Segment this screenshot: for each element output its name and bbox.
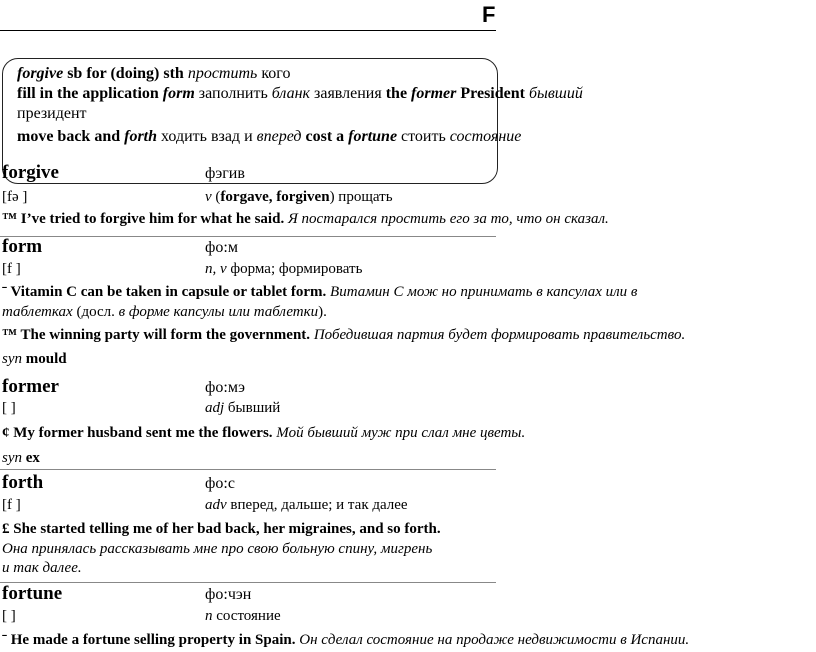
- text-run: простить: [187, 65, 258, 82]
- entry-headword: forgive: [2, 162, 59, 183]
- text-run: ) прощать: [329, 189, 393, 205]
- text-run: состояние: [212, 608, 281, 624]
- entry-example: [2, 425, 525, 442]
- text-run: и так далее.: [2, 560, 82, 576]
- text-run: President: [456, 85, 529, 102]
- entry-grammar: [205, 497, 408, 514]
- entry-example: [2, 541, 432, 558]
- text-run: v: [205, 189, 212, 205]
- text-run: £ She started telling me of her bad back, her migraines, and so forth.: [2, 521, 441, 537]
- text-run: adj: [205, 400, 225, 416]
- page-letter: F: [482, 2, 496, 27]
- text-run: заполнить: [194, 85, 272, 102]
- text-run: the: [385, 85, 412, 102]
- entry-transcription: [ ]: [2, 400, 16, 416]
- text-run: cost a: [301, 128, 349, 145]
- entry-grammar: [205, 261, 362, 278]
- entry-transliteration: фо:с: [205, 475, 235, 492]
- text-run: n: [205, 608, 213, 624]
- entry-example: [2, 211, 609, 228]
- text-run: mould: [25, 351, 67, 367]
- text-run: состояние: [449, 128, 522, 145]
- header-rule: [0, 30, 496, 31]
- entry-grammar: [205, 189, 393, 206]
- text-run: n, v: [205, 261, 227, 277]
- text-run: former: [411, 85, 457, 102]
- text-run: ˉ Vitamin C can be taken in capsule or tablet form.: [2, 284, 331, 300]
- entry-example: [2, 632, 689, 649]
- text-run: заявления: [310, 85, 386, 102]
- text-run: sb for (doing) sth: [63, 65, 188, 82]
- collocation-line: [17, 64, 290, 84]
- text-run: Витамин С мож но принимать в капсулах или в: [330, 284, 638, 300]
- text-run: Я постарался простить его за то, что он сказал.: [287, 211, 609, 227]
- entry-grammar: [205, 608, 281, 625]
- text-run: forth: [124, 128, 158, 145]
- collocation-line: [17, 104, 87, 124]
- text-run: стоить: [397, 128, 450, 145]
- entry-transliteration: фо:чэн: [205, 586, 252, 603]
- text-run: forgave, forgiven: [220, 189, 330, 205]
- entry-transcription: [fə ]: [2, 189, 28, 205]
- entry-headword: form: [2, 236, 43, 257]
- entry-example: [2, 521, 441, 538]
- text-run: move back and: [17, 128, 125, 145]
- text-run: ).: [318, 304, 327, 320]
- entry-example: [2, 284, 637, 301]
- entry-separator: [0, 582, 496, 583]
- entry-transcription: [f ]: [2, 261, 21, 277]
- text-run: Она принялась рассказывать мне про свою больную спину, мигрень: [2, 541, 433, 557]
- entry-separator: [0, 236, 496, 237]
- text-run: вперед, дальше; и так далее: [226, 497, 408, 513]
- text-run: adv: [205, 497, 227, 513]
- text-run: syn: [2, 351, 26, 367]
- text-run: Победившая партия будет формировать правительство.: [313, 327, 686, 343]
- entry-example: [2, 327, 685, 344]
- entry-headword: forth: [2, 472, 44, 493]
- text-run: бывший: [528, 85, 583, 102]
- collocation-line: [17, 84, 583, 104]
- text-run: ¢ My former husband sent me the flowers.: [2, 425, 277, 441]
- text-run: вперед: [256, 128, 302, 145]
- text-run: (досл.: [72, 304, 119, 320]
- entry-headword: former: [2, 376, 59, 397]
- entry-transcription: [ ]: [2, 608, 16, 624]
- text-run: бывший: [224, 400, 281, 416]
- entry-example: [2, 304, 327, 321]
- text-run: ˉ He made a fortune selling property in Spain.: [2, 632, 300, 648]
- entry-separator: [0, 469, 496, 470]
- text-run: форма; формировать: [226, 261, 363, 277]
- text-run: ходить взад и: [157, 128, 257, 145]
- text-run: кого: [257, 65, 291, 82]
- text-run: forgive: [17, 65, 64, 82]
- text-run: fortune: [348, 128, 398, 145]
- text-run: в форме капсулы или таблетки: [118, 304, 319, 320]
- text-run: ex: [25, 450, 40, 466]
- collocation-line: [17, 127, 521, 147]
- entry-transcription: [f ]: [2, 497, 21, 513]
- text-run: form: [162, 85, 195, 102]
- text-run: syn: [2, 450, 26, 466]
- entry-transliteration: фо:м: [205, 239, 238, 256]
- entry-synonym: [2, 450, 40, 467]
- text-run: ™ I’ve tried to forgive him for what he said.: [2, 211, 288, 227]
- entry-grammar: [205, 400, 280, 417]
- text-run: президент: [17, 105, 87, 122]
- entry-example: [2, 560, 82, 577]
- text-run: Он сделал состояние на продаже недвижимости в Испании.: [299, 632, 690, 648]
- text-run: fill in the application: [17, 85, 163, 102]
- entry-headword: fortune: [2, 583, 63, 604]
- text-run: (: [211, 189, 221, 205]
- entry-transliteration: фэгив: [205, 165, 245, 182]
- text-run: ™ The winning party will form the government.: [2, 327, 314, 343]
- text-run: бланк: [271, 85, 311, 102]
- text-run: Мой бывший муж при слал мне цветы.: [276, 425, 526, 441]
- entry-transliteration: фо:мэ: [205, 379, 245, 396]
- entry-synonym: [2, 351, 67, 368]
- text-run: таблетках: [2, 304, 73, 320]
